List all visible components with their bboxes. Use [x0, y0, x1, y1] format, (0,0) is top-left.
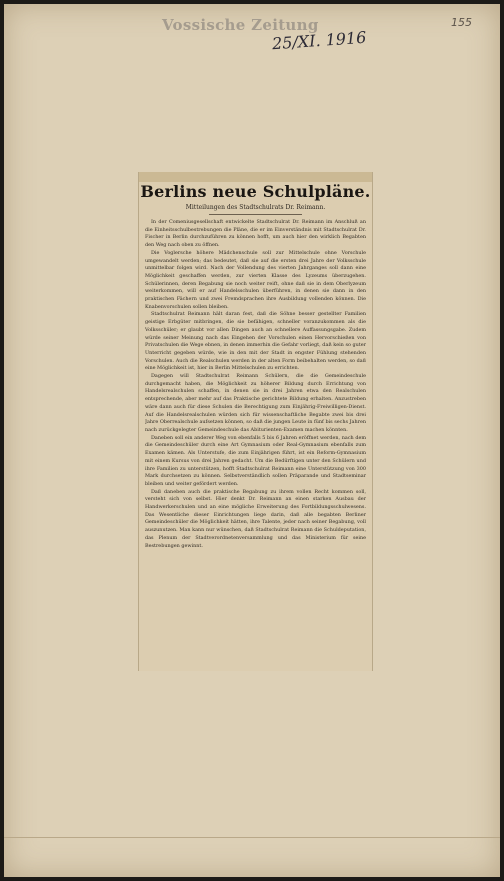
article-body — [145, 219, 366, 667]
newspaper-stamp: Vossische Zeitung — [162, 16, 319, 34]
title-divider — [209, 214, 302, 215]
article-paragraph: Dagegen will Stadtschulrat Reimann Schülern, die die Gemeindeschule durchgemacht haben, die Möglichkeit zu höherer Bildung durch Errichtung von Handelsrealschulen schaffen, in denen sie in drei Jahren etwa den Realschulen entsprechende, aber mehr auf das Praktische gerichtete Bildung erhalten. Anzustreben wäre dann auch für diese Schulen die Berechtigung zum Einjährig-Freiwilligen-Dienst. Auf die Handelsrealschulen würden sich für wissenschaftliche Begabte zwei bis drei Jahre Oberrealschule aufsetzen können, so daß die jungen Leute in fünf bis sechs Jahren nach zurückgelegter Gemeindeschule das Abiturienten-Examen machen könnten. — [145, 373, 366, 433]
article-paragraph: Daneben soll ein anderer Weg von ebenfalls 5 bis 6 Jahren eröffnet werden, nach dem die Gemeindeschüler durch eine Art Gymnasium oder Real-Gymnasium ebenfalls zum Examen kämen. Als Unterstufe, die zum Einjährigen führt, ist ein Reform-Gymnasium mit einem Kursus von drei Jahren gedacht. Um die Bedürftigen unter den Schülern und ihre Familien zu unterstützen, hofft Stadtschulrat Reimann eine Unterstützung von 300 Mark durchsetzen zu können. Selbstverständlich sollen Präparande und Stadtseminar bleiben und weiter gefördert werden. — [145, 434, 366, 487]
article-paragraph: Daß daneben auch die praktische Begabung zu ihrem vollen Recht kommen soll, versteht sich von selbst. Hier denkt Dr. Reimann an einen starken Ausbau der Handwerkerschulen und an eine mögliche Erweiterung des Fortbildungsschulwesens. Das Wesentliche dieser Einrichtungen liege darin, daß alle begabten Berliner Gemeindeschüler die Möglichkeit hätten, ihre Talente, jeder nach seiner Begabung, voll auszunutzen. Man kann nur wünschen, daß Stadtschulrat Reimann die Schuldeputation, das Plenum der Stadtverordnetenversammlung und das Ministerium für seine Bestrebungen gewinnt. — [145, 488, 366, 549]
archive-sheet — [4, 4, 500, 877]
clipping-top-strip — [139, 172, 372, 182]
handwritten-date: 25/XI. 1916 — [271, 27, 367, 54]
article-title: Berlins neue Schulpläne. — [140, 182, 371, 201]
article-subtitle: Mitteilungen des Stadtschulrats Dr. Reimann. — [185, 204, 326, 211]
sheet-fold-line — [4, 837, 500, 838]
article-paragraph: In der Comeniusgesellschaft entwickelte Stadtschulrat Dr. Reimann im Anschluß an die Einheitsschulbestrebungen die Pläne, die er im Einverständnis mit Stadtschulrat Dr. Fischer in Berlin durchzuführen zu können hofft, um auch hier den wirklich Begabten den Weg nach oben zu öffnen. — [145, 219, 366, 249]
newspaper-clipping — [138, 172, 373, 671]
page-number: 155 — [451, 16, 472, 29]
article-paragraph: Die Voglersche höhere Mädchenschule soll zur Mittelschule ohne Vorschule umgewandelt werden; das bedeutet, daß sie auf die ersten drei Jahre der Volksschule unmittelbar folgen wird. Nach der Vollendung des vierten Jahrganges soll dann eine Möglichkeit geschaffen werden, zur vierten Klasse des Lyzeums überzugehen. Schülerinnen, deren Begabung sie noch weiter reift, ohne daß sie in dem Oberlyzeum weiterkommen, will er auf Handelsschulen überführen, in denen sie dann in den praktischen Fächern und zwei Fremdsprachen ihre Ausbildung vollenden können. Die Knabenvorschulen sollen bleiben. — [145, 249, 366, 310]
article-paragraph: Stadtschulrat Reimann hält daran fest, daß die Söhne besser gestellter Familien geistige Erbgüter mitbringen, die sie befähigen, schneller voranzukommen als die Volksschüler; er glaubt vor allen Dingen auch an schnellere Auffassungsgabe. Zudem würde seiner Meinung nach das Eingehen der Vorschulen einen Hervorschießen von Privatschulen die Wege ebnen, in denen immerhin die Gefahr vorliegt, daß kein so guter Unterricht gegeben würde, wie in den mit der Stadt in engster Fühlung stehenden Vorschulen. Auch die Realschulen werden in der alten Form beibehalten werden, so daß eine Möglichkeit ist, hier in Berlin Mittelschulen zu errichten. — [145, 311, 366, 372]
